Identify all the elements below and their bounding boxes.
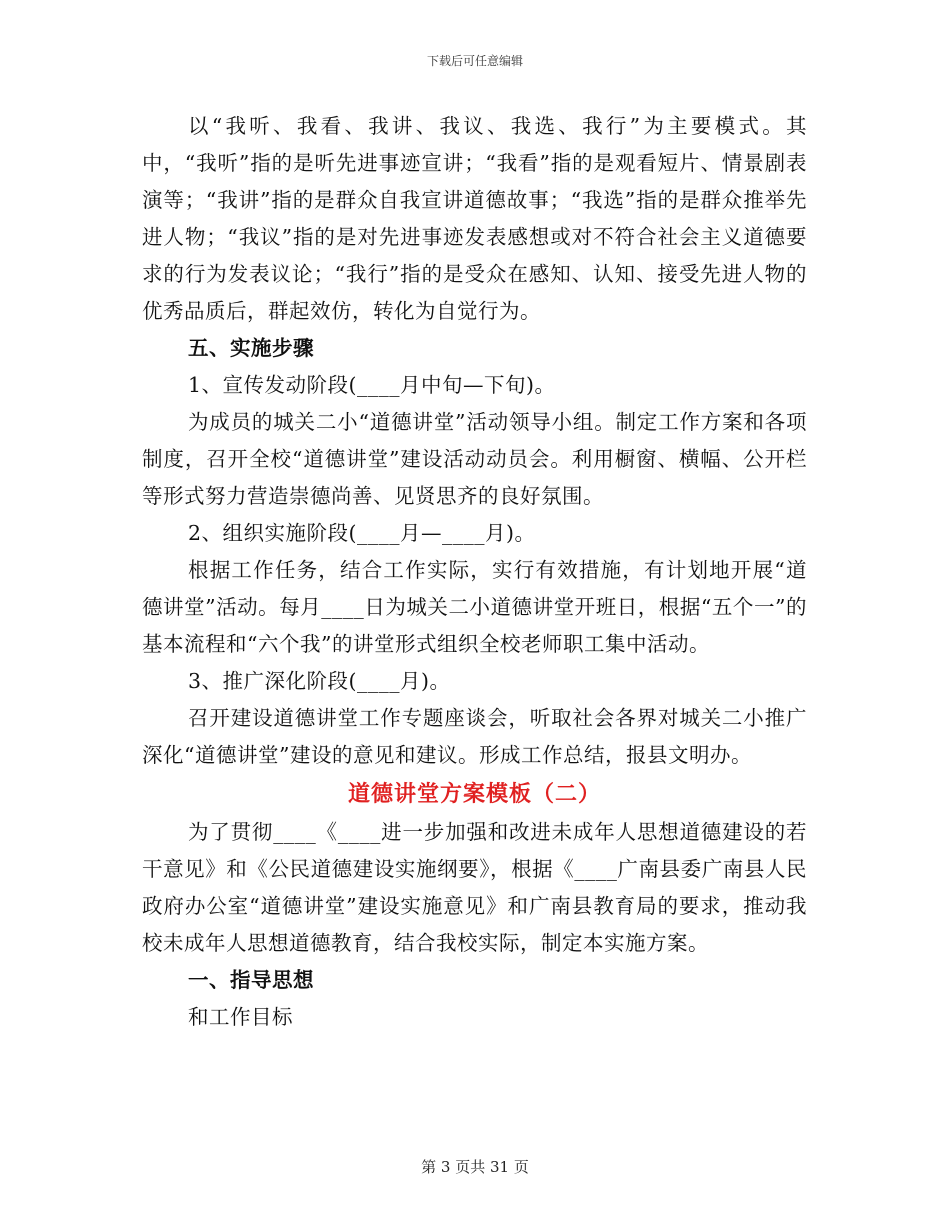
step-2-title: 2、组织实施阶段(____月—____月)。: [188, 521, 536, 545]
document-title: 道德讲堂方案模板（二）: [347, 781, 601, 807]
paragraph-goals: 和工作目标: [188, 1005, 293, 1029]
page-footer: 第 3 页共 31 页: [421, 1158, 529, 1176]
step-1-title: 1、宣传发动阶段(____月中旬—下旬)。: [188, 373, 556, 397]
page-header: 下载后可任意编辑: [426, 54, 523, 68]
section-heading-guiding: 一、指导思想: [188, 968, 314, 992]
step-1-body: 为成员的城关二小“道德讲堂”活动领导小组。制定工作方案和各项制度，召开全校“道德讲堂”建设活动动员会。利用橱窗、横幅、公开栏等形式努力营造崇德尚善、见贤思齐的良好氛围。: [142, 410, 807, 508]
document-body: [142, 108, 807, 1036]
paragraph-intro: 为了贯彻____《____进一步加强和改进未成年人思想道德建设的若干意见》和《公民道德建设实施纲要》，根据《____广南县委广南县人民政府办公室“道德讲堂”建设实施意见》和广南县教育局的要求，推动我校未成年人思想道德教育，结合我校实际，制定本实施方案。: [142, 820, 807, 955]
step-2-body: 根据工作任务，结合工作实际，实行有效措施，有计划地开展“道德讲堂”活动。每月____日为城关二小道德讲堂开班日，根据“五个一”的基本流程和“六个我”的讲堂形式组织全校老师职工集中活动。: [142, 558, 807, 656]
section-heading-steps: 五、实施步骤: [188, 336, 314, 360]
step-3-body: 召开建设道德讲堂工作专题座谈会，听取社会各界对城关二小推广深化“道德讲堂”建设的意见和建议。形成工作总结，报县文明办。: [142, 706, 807, 767]
paragraph-modes: 以“我听、我看、我讲、我议、我选、我行”为主要模式。其中，“我听”指的是听先进事迹宣讲；“我看”指的是观看短片、情景剧表演等；“我讲”指的是群众自我宣讲道德故事；“我选”指的是群众推举先进人物；“我议”指的是对先进事迹发表感想或对不符合社会主义道德要求的行为发表议论；“我行”指的是受众在感知、认知、接受先进人物的优秀品质后，群起效仿，转化为自觉行为。: [142, 114, 807, 323]
step-3-title: 3、推广深化阶段(____月)。: [188, 669, 451, 693]
